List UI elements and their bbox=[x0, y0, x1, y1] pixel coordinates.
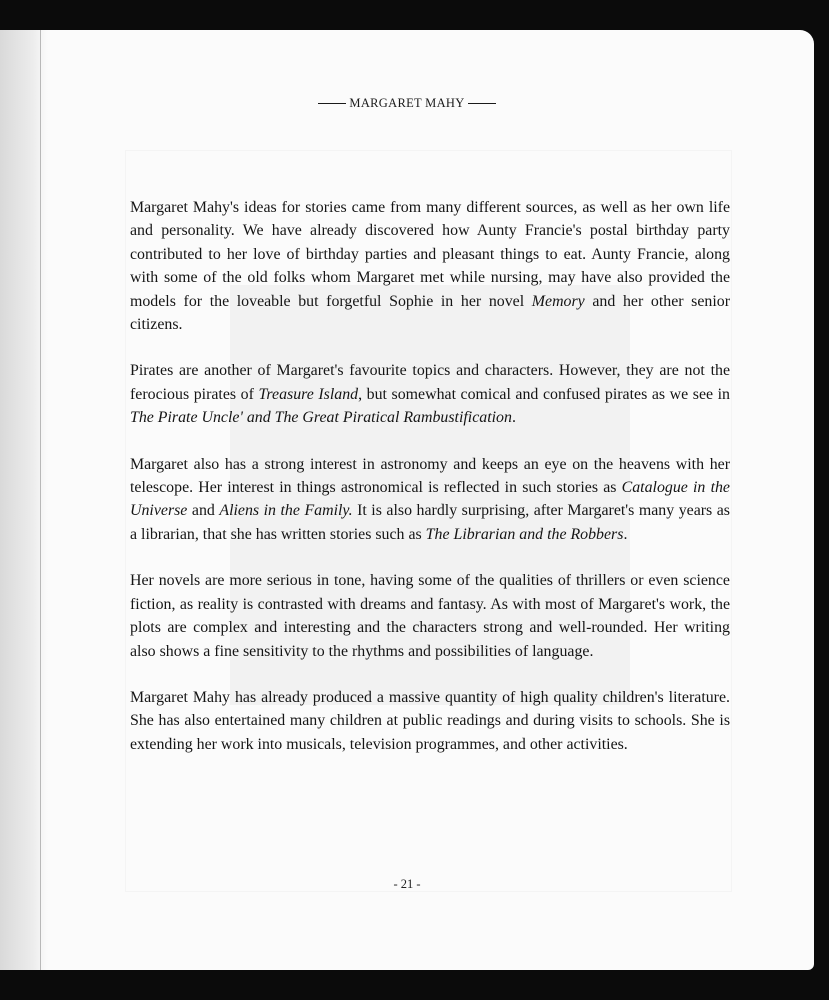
text-run: . bbox=[511, 409, 516, 427]
paragraph bbox=[130, 196, 730, 336]
paragraph bbox=[130, 569, 730, 663]
paragraph bbox=[130, 453, 730, 547]
text-run: and her other senior citizens. bbox=[130, 292, 731, 334]
body-text bbox=[130, 196, 730, 779]
paragraph bbox=[130, 686, 730, 756]
page-number: - 21 - bbox=[393, 877, 421, 891]
italic-title: Memory bbox=[531, 292, 585, 310]
header-rule-left bbox=[318, 103, 346, 104]
running-header bbox=[0, 96, 814, 111]
header-rule-right bbox=[468, 103, 496, 104]
text-run: , but somewhat comical and confused pirates as we see in bbox=[358, 385, 731, 403]
binding-fold bbox=[40, 30, 41, 970]
text-run: It is also hardly surprising, after Margaret's many years as a librarian, that she has written stories such as bbox=[130, 502, 730, 543]
italic-title: Treasure Island bbox=[258, 385, 359, 403]
text-run: Pirates are another of Margaret's favourite topics and characters. However, they are not the ferocious pirates of bbox=[130, 362, 730, 403]
italic-title: The Pirate Uncle' and The Great Piratical Rambustification bbox=[130, 409, 512, 427]
text-run: Margaret also has a strong interest in astronomy and keeps an eye on the heavens with her telescope. Her interest in things astronomical is reflected in such stories as bbox=[130, 455, 730, 497]
document-page bbox=[0, 30, 814, 970]
italic-title: Aliens in the Family. bbox=[219, 502, 353, 520]
italic-title: Catalogue in the Universe bbox=[130, 479, 730, 520]
paragraph bbox=[130, 359, 730, 429]
text-run: Margaret Mahy has already produced a massive quantity of high quality children's literature. She has also entertained many children at public readings and during visits to schools. She is extending her work into musicals, television programmes, and other activities. bbox=[130, 688, 730, 753]
text-run: Margaret Mahy's ideas for stories came from many different sources, as well as her own life and personality. We have already discovered how Aunty Francie's postal birthday party contributed to her love of birthday parties and pleasant things to eat. Aunty Francie, along with some of the old folks whom Margaret met while nursing, may have also provided the models for the loveable but forgetful Sophie in her novel bbox=[130, 199, 730, 310]
italic-title: The Librarian and the Robbers bbox=[425, 525, 624, 543]
text-run: . bbox=[623, 525, 628, 543]
header-title: MARGARET MAHY bbox=[349, 96, 465, 110]
text-run: Her novels are more serious in tone, having some of the qualities of thrillers or even science fiction, as reality is contrasted with dreams and fantasy. As with most of Margaret's work, the plots are complex and interesting and the characters strong and well-rounded. Her writing also shows a fine sensitivity to the rhythms and possibilities of language. bbox=[130, 572, 730, 660]
text-run: and bbox=[187, 502, 220, 520]
